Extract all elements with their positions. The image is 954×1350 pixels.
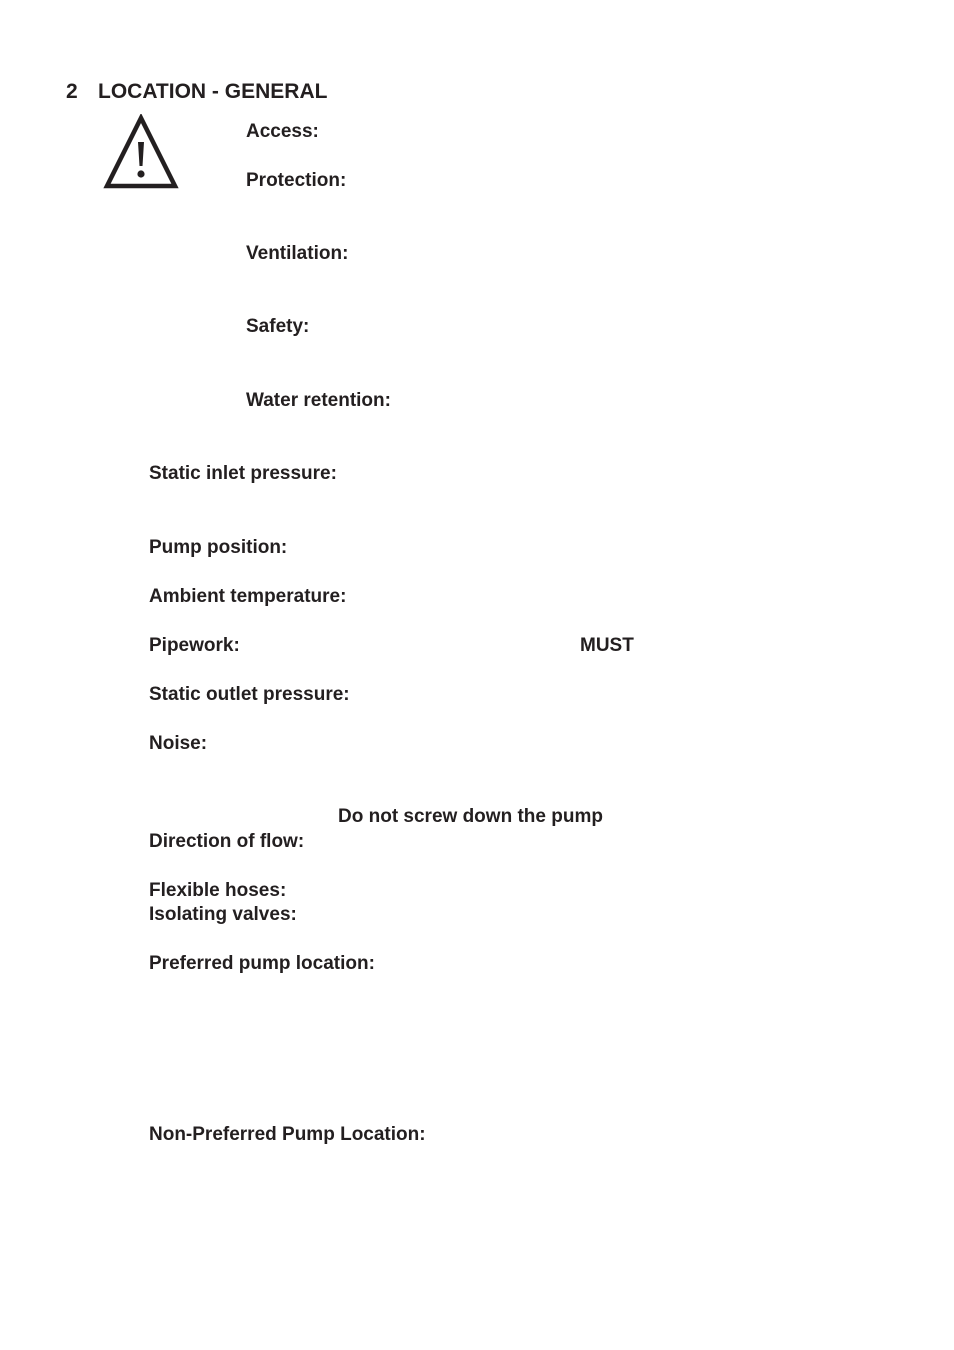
label-non-preferred-pump-location: Non-Preferred Pump Location: [149, 1124, 426, 1145]
label-direction-of-flow: Direction of flow: [149, 831, 305, 852]
label-static-inlet-pressure: Static inlet pressure: [149, 463, 337, 484]
label-access: Access: [246, 121, 319, 142]
warning-triangle-icon [103, 114, 179, 190]
label-preferred-pump-location: Preferred pump location: [149, 953, 375, 974]
label-flexible-hoses: Flexible hoses: [149, 880, 287, 901]
label-pump-position: Pump position: [149, 537, 288, 558]
section-title: LOCATION - GENERAL [98, 80, 328, 103]
label-isolating-valves: Isolating valves: [149, 904, 297, 925]
label-static-outlet-pressure: Static outlet pressure: [149, 684, 350, 705]
label-noise: Noise: [149, 733, 208, 754]
label-must: MUST [580, 635, 634, 656]
section-number: 2 [66, 80, 78, 103]
label-do-not-screw: Do not screw down the pump [338, 806, 603, 827]
label-water-retention: Water retention: [246, 390, 391, 411]
label-ventilation: Ventilation: [246, 243, 349, 264]
label-protection: Protection: [246, 170, 347, 191]
label-safety: Safety: [246, 316, 310, 337]
label-pipework: Pipework: [149, 635, 240, 656]
section-heading [66, 80, 327, 104]
label-ambient-temperature: Ambient temperature: [149, 586, 347, 607]
